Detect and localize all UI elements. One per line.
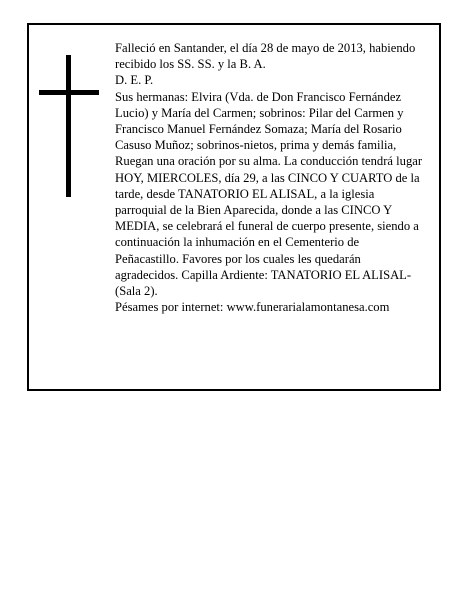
family-list: Sus hermanas: Elvira (Vda. de Don Francisco Fernández Lucio) y María del Carmen; sobrinos: Pilar del Carmen y Francisco Manuel Fernández Somaza; María del Rosario Casuso Muñoz; sobrinos-nietos, prima y demás familia, <box>115 89 404 153</box>
cross-vertical-bar <box>66 55 71 197</box>
cross-horizontal-bar <box>39 90 99 95</box>
notice-text <box>115 40 423 315</box>
rest-in-peace: D. E. P. <box>115 73 154 88</box>
funeral-details: Ruegan una oración por su alma. La conducción tendrá lugar HOY, MIERCOLES, día 29, a las CINCO Y CUARTO de la tarde, desde TANATORIO EL ALISAL, a la iglesia parroquial de la Bien Aparecida, donde a las CINCO Y MEDIA, se celebrará el funeral de cuerpo presente, siendo a continuación la inhumación en el Cementerio de Peñacastillo. Favores por los cuales les quedarán agradecidos. Capilla Ardiente: TANATORIO EL ALISAL-(Sala 2). <box>115 154 423 299</box>
obituary-notice <box>27 23 441 391</box>
death-announcement: Falleció en Santander, el día 28 de mayo de 2013, habiendo recibido los SS. SS. y la B. A. <box>115 41 416 72</box>
condolences-website: Pésames por internet: www.funerarialamontanesa.com <box>115 300 390 315</box>
cross-icon <box>39 55 99 197</box>
